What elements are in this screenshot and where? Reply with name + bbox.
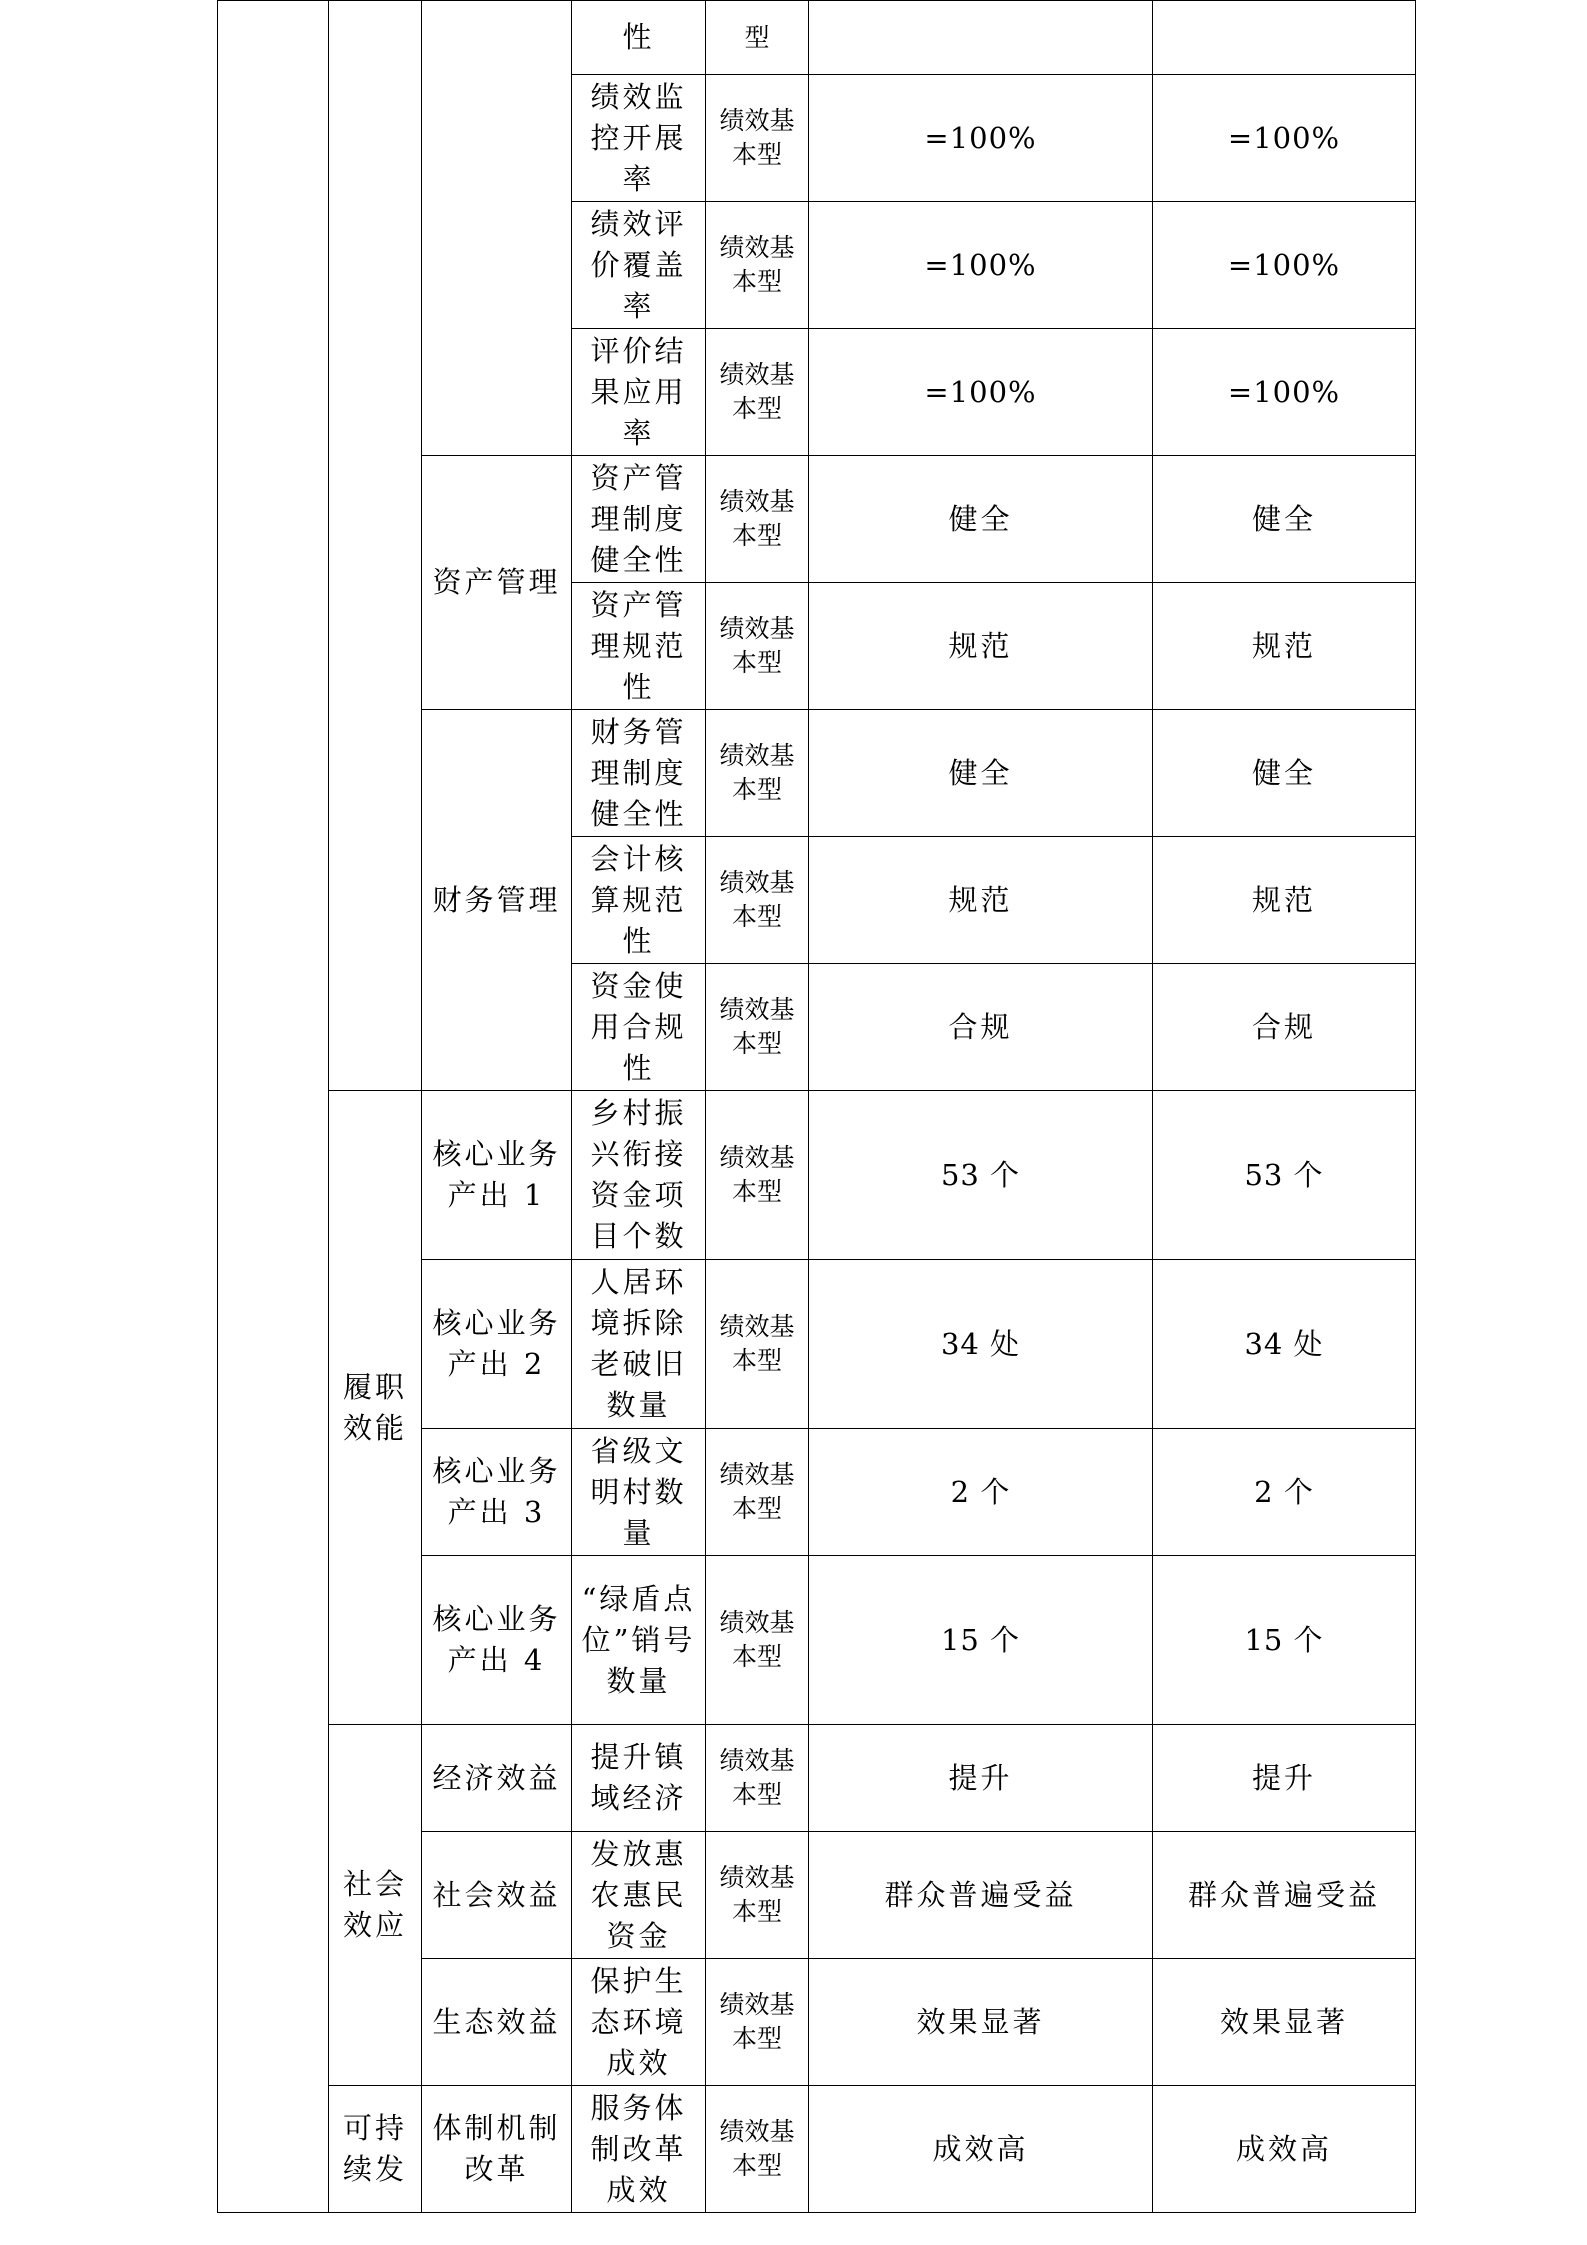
indicator-cell: 省级文明村数量 [572, 1429, 706, 1556]
target-value-cell: 群众普遍受益 [809, 1832, 1153, 1959]
indicator-cell: 绩效监控开展率 [572, 75, 706, 202]
target-value-cell: 合规 [809, 964, 1153, 1091]
actual-value-cell: 规范 [1153, 583, 1416, 710]
indicator-type-cell: 绩效基本型 [706, 1260, 809, 1429]
indicator-cell: 资金使用合规性 [572, 964, 706, 1091]
indicator-type-cell: 绩效基本型 [706, 710, 809, 837]
indicator-cell: 人居环境拆除老破旧数量 [572, 1260, 706, 1429]
l2-social-benefit: 社会效益 [422, 1832, 572, 1959]
actual-value-cell: 健全 [1153, 710, 1416, 837]
l2-core-output-3: 核心业务产出 3 [422, 1429, 572, 1556]
target-value-cell: 2 个 [809, 1429, 1153, 1556]
actual-value-cell: 健全 [1153, 456, 1416, 583]
target-value-cell: 效果显著 [809, 1959, 1153, 2086]
actual-value-cell: 34 处 [1153, 1260, 1416, 1429]
l2-economic-benefit: 经济效益 [422, 1725, 572, 1832]
actual-value-cell: 15 个 [1153, 1556, 1416, 1725]
indicator-type-cell: 绩效基本型 [706, 456, 809, 583]
indicator-cell: 保护生态环境成效 [572, 1959, 706, 2086]
target-value-cell: =100% [809, 329, 1153, 456]
indicator-cell: 资产管理制度健全性 [572, 456, 706, 583]
target-value-cell: =100% [809, 202, 1153, 329]
indicator-type-cell: 绩效基本型 [706, 1556, 809, 1725]
target-value-cell: 规范 [809, 837, 1153, 964]
actual-value-cell: 规范 [1153, 837, 1416, 964]
indicator-cell: 性 [572, 1, 706, 75]
indicator-cell: 发放惠农惠民资金 [572, 1832, 706, 1959]
table-row [218, 1725, 1416, 1832]
target-value-cell: 15 个 [809, 1556, 1153, 1725]
actual-value-cell: 53 个 [1153, 1091, 1416, 1260]
target-value-cell: 34 处 [809, 1260, 1153, 1429]
actual-value-cell: 合规 [1153, 964, 1416, 1091]
actual-value-cell: 群众普遍受益 [1153, 1832, 1416, 1959]
target-value-cell: 健全 [809, 710, 1153, 837]
indicator-cell: 财务管理制度健全性 [572, 710, 706, 837]
actual-value-cell: =100% [1153, 75, 1416, 202]
table-row [218, 2086, 1416, 2213]
target-value-cell: 健全 [809, 456, 1153, 583]
indicator-type-cell: 绩效基本型 [706, 2086, 809, 2213]
target-value-cell: =100% [809, 75, 1153, 202]
indicator-type-cell: 绩效基本型 [706, 1429, 809, 1556]
indicator-type-cell: 绩效基本型 [706, 329, 809, 456]
indicator-type-cell: 绩效基本型 [706, 1959, 809, 2086]
target-value-cell: 成效高 [809, 2086, 1153, 2213]
l2-core-output-2: 核心业务产出 2 [422, 1260, 572, 1429]
indicator-type-cell: 绩效基本型 [706, 75, 809, 202]
l1-sustainable-development: 可持续发 [329, 2086, 422, 2213]
l2-core-output-1: 核心业务产出 1 [422, 1091, 572, 1260]
indicator-type-cell: 绩效基本型 [706, 583, 809, 710]
target-value-cell: 53 个 [809, 1091, 1153, 1260]
indicator-cell: 乡村振兴衔接资金项目个数 [572, 1091, 706, 1260]
l1-cell-continued [329, 1, 422, 1091]
indicator-cell: 评价结果应用率 [572, 329, 706, 456]
l2-ecological-benefit: 生态效益 [422, 1959, 572, 2086]
indicator-cell: “绿盾点位”销号数量 [572, 1556, 706, 1725]
indicator-type-cell: 绩效基本型 [706, 202, 809, 329]
indicator-cell: 绩效评价覆盖率 [572, 202, 706, 329]
actual-value-cell: 提升 [1153, 1725, 1416, 1832]
target-value-cell: 提升 [809, 1725, 1153, 1832]
first-level-indicator-cell [218, 1, 329, 2213]
indicator-cell: 服务体制改革成效 [572, 2086, 706, 2213]
performance-indicator-table [217, 0, 1416, 2213]
indicator-cell: 会计核算规范性 [572, 837, 706, 964]
l2-core-output-4: 核心业务产出 4 [422, 1556, 572, 1725]
l2-institutional-reform: 体制机制改革 [422, 2086, 572, 2213]
table-row [218, 1, 1416, 75]
indicator-type-cell: 绩效基本型 [706, 964, 809, 1091]
actual-value-cell: =100% [1153, 329, 1416, 456]
l2-finance-management: 财务管理 [422, 710, 572, 1091]
l2-asset-management: 资产管理 [422, 456, 572, 710]
indicator-type-cell: 绩效基本型 [706, 1091, 809, 1260]
actual-value-cell: 效果显著 [1153, 1959, 1416, 2086]
indicator-cell: 资产管理规范性 [572, 583, 706, 710]
indicator-type-cell: 绩效基本型 [706, 837, 809, 964]
l1-performance-efficiency: 履职效能 [329, 1091, 422, 1725]
indicator-type-cell: 绩效基本型 [706, 1725, 809, 1832]
l1-social-effect: 社会效应 [329, 1725, 422, 2086]
target-value-cell: 规范 [809, 583, 1153, 710]
indicator-type-cell: 型 [706, 1, 809, 75]
actual-value-cell [1153, 1, 1416, 75]
actual-value-cell: =100% [1153, 202, 1416, 329]
target-value-cell [809, 1, 1153, 75]
table-row [218, 1091, 1416, 1260]
indicator-cell: 提升镇域经济 [572, 1725, 706, 1832]
actual-value-cell: 2 个 [1153, 1429, 1416, 1556]
l2-cell-continued [422, 1, 572, 456]
indicator-table-page [217, 0, 1416, 2213]
indicator-type-cell: 绩效基本型 [706, 1832, 809, 1959]
actual-value-cell: 成效高 [1153, 2086, 1416, 2213]
